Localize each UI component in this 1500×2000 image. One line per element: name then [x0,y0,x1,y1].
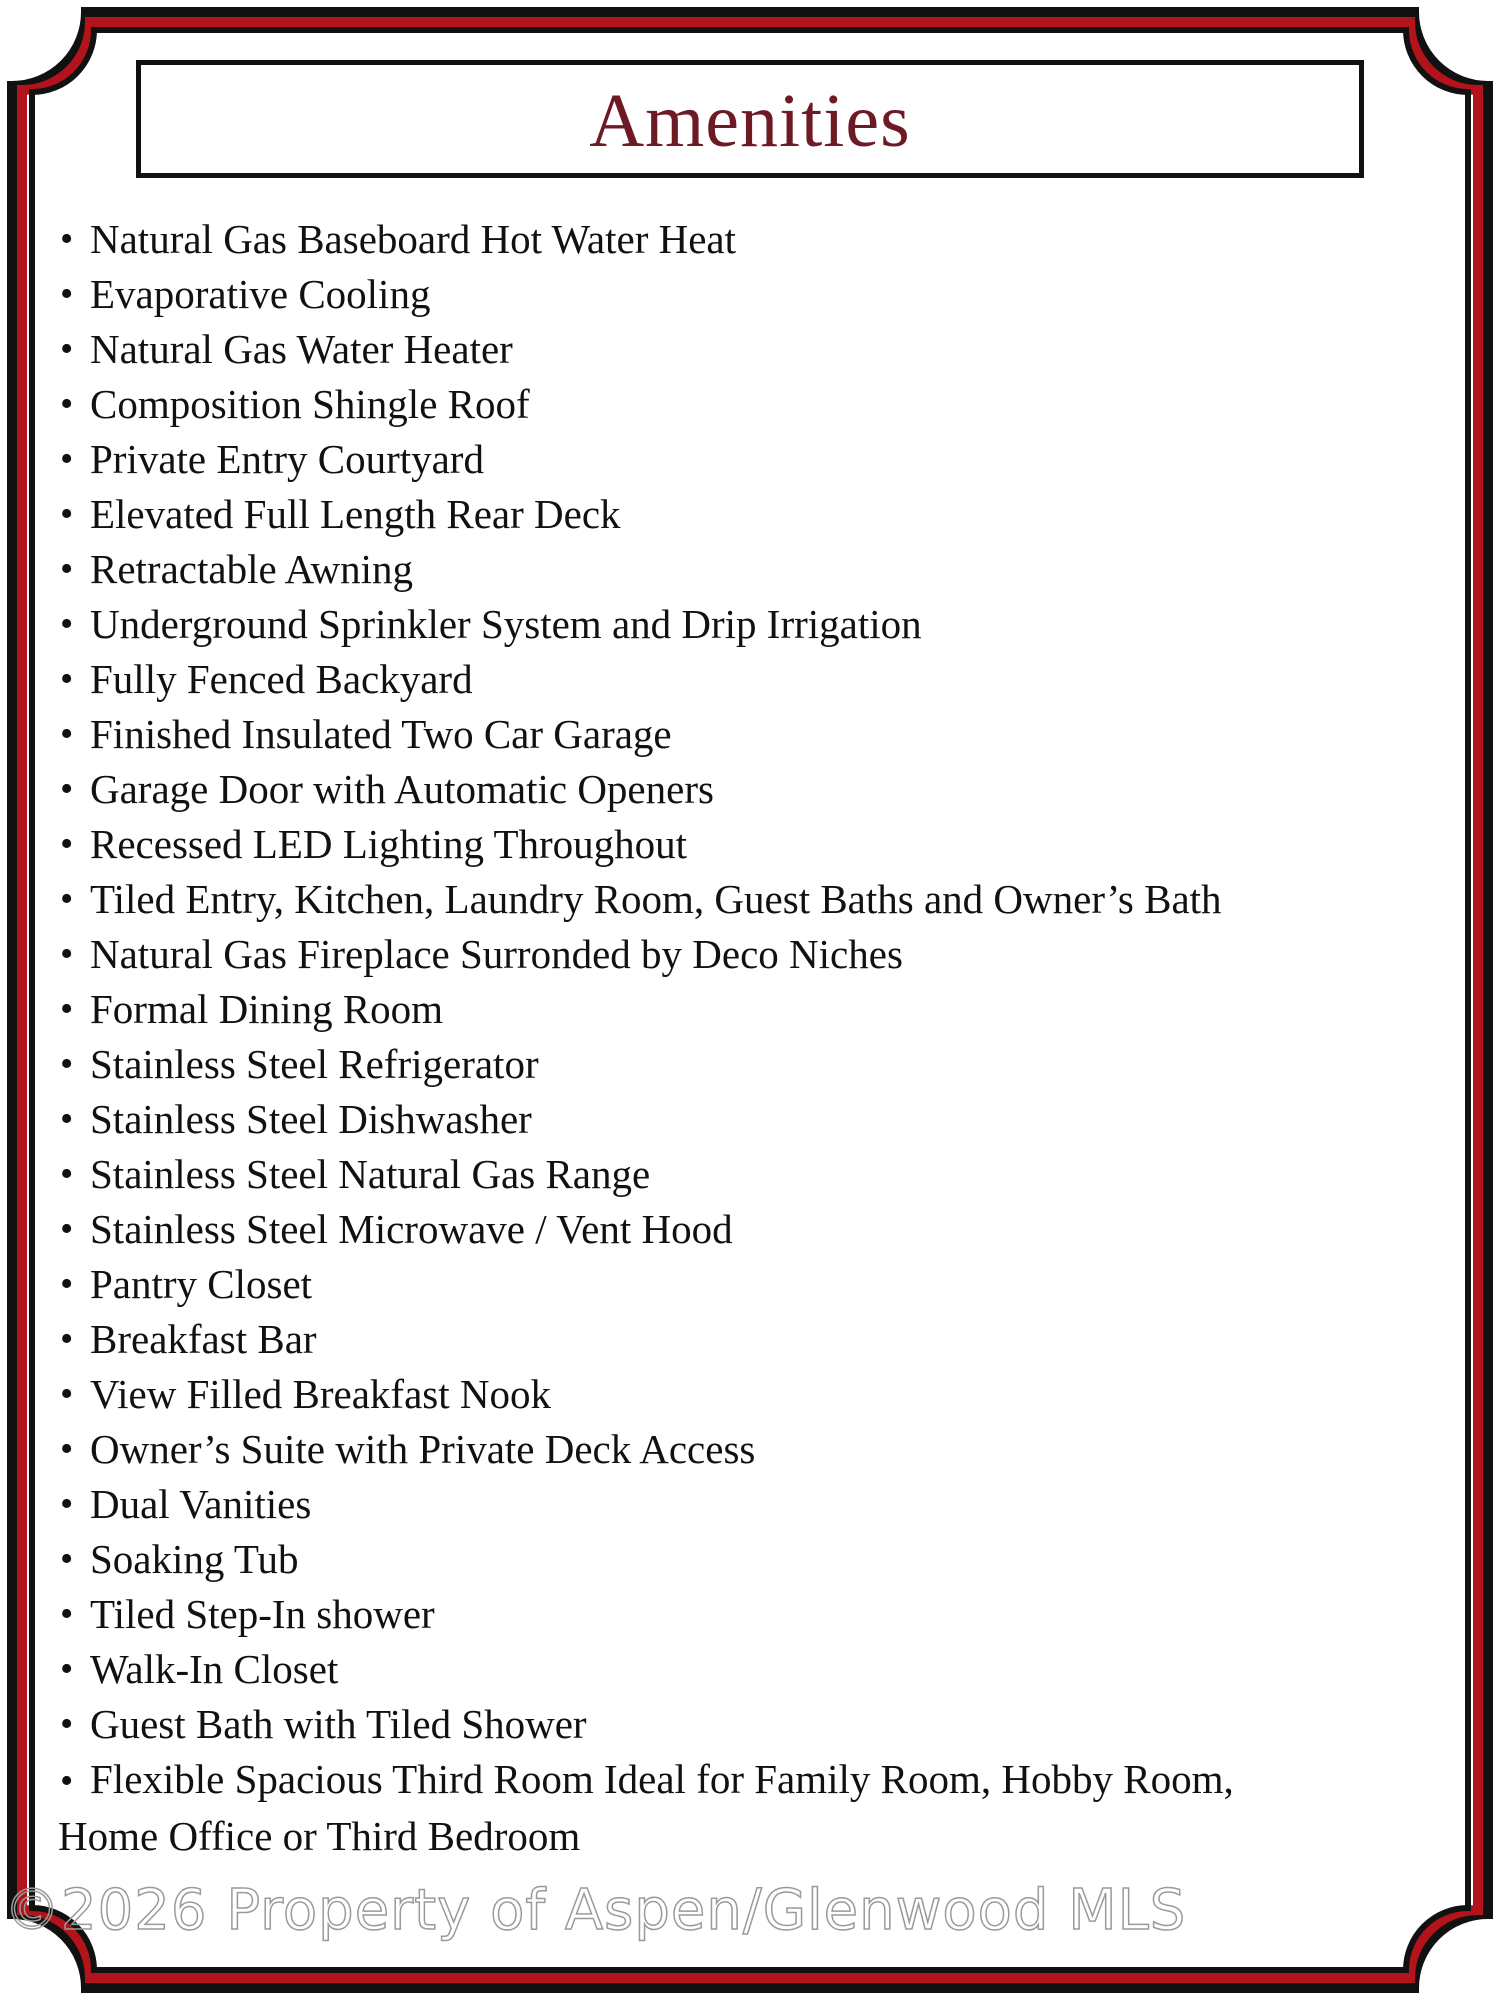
amenity-item [58,1422,1398,1477]
amenity-label: Guest Bath with Tiled Shower [90,1701,587,1747]
amenity-item [58,652,1398,707]
amenity-item [58,1312,1398,1367]
bullet-icon: • [60,1760,74,1802]
amenity-label: Stainless Steel Dishwasher [90,1096,532,1142]
bullet-icon: • [60,878,74,920]
bullet-icon: • [60,273,74,315]
bullet-icon: • [60,1208,74,1250]
amenity-item [58,1037,1398,1092]
amenity-item [58,1147,1398,1202]
amenity-label: Walk-In Closet [90,1646,339,1692]
bullet-icon: • [60,768,74,810]
title-box [136,60,1364,178]
amenity-item [58,762,1398,817]
page-title: Amenities [589,79,911,163]
amenity-label: Natural Gas Water Heater [90,326,513,372]
bullet-icon: • [60,1428,74,1470]
amenity-item [58,927,1398,982]
bullet-icon: • [60,713,74,755]
amenity-label: Natural Gas Baseboard Hot Water Heat [90,216,737,262]
amenity-item [58,597,1398,652]
amenity-label: Formal Dining Room [90,986,444,1032]
bullet-icon: • [60,1593,74,1635]
bullet-icon: • [60,493,74,535]
amenity-label: Finished Insulated Two Car Garage [90,711,672,757]
bullet-icon: • [60,1483,74,1525]
amenity-item [58,267,1398,322]
amenity-item [58,1697,1398,1752]
amenity-label: Dual Vanities [90,1481,312,1527]
amenity-item [58,817,1398,872]
amenity-item [58,432,1398,487]
amenity-label: Underground Sprinkler System and Drip Irrigation [90,601,922,647]
amenity-item [58,1257,1398,1312]
bullet-icon: • [60,1373,74,1415]
amenity-label: Evaporative Cooling [90,271,431,317]
amenity-label: Retractable Awning [90,546,413,592]
amenity-item [58,982,1398,1037]
amenity-label: Soaking Tub [90,1536,299,1582]
bullet-icon: • [60,1153,74,1195]
amenity-item [58,1532,1398,1587]
watermark-text: ©2026 Property of Aspen/Glenwood MLS [4,1878,1187,1943]
amenity-line [58,1752,1398,1809]
amenity-label: Natural Gas Fireplace Surronded by Deco Niches [90,931,903,977]
amenity-label: Owner’s Suite with Private Deck Access [90,1426,756,1472]
amenity-item [58,1642,1398,1697]
bullet-icon: • [60,603,74,645]
amenity-item [58,1202,1398,1257]
amenity-label: Private Entry Courtyard [90,436,484,482]
bullet-icon: • [60,1098,74,1140]
amenity-item [58,487,1398,542]
amenity-label: Composition Shingle Roof [90,381,530,427]
amenity-item [58,377,1398,432]
amenity-item [58,1092,1398,1147]
bullet-icon: • [60,328,74,370]
amenity-label: Tiled Step-In shower [90,1591,435,1637]
amenity-label: Fully Fenced Backyard [90,656,473,702]
amenity-item [58,1477,1398,1532]
amenity-item [58,212,1398,267]
bullet-icon: • [60,658,74,700]
bullet-icon: • [60,988,74,1030]
amenity-label: Garage Door with Automatic Openers [90,766,714,812]
amenity-item [58,1367,1398,1422]
bullet-icon: • [60,1263,74,1305]
bullet-icon: • [60,438,74,480]
bullet-icon: • [60,1648,74,1690]
amenity-label: Recessed LED Lighting Throughout [90,821,688,867]
amenity-item [58,872,1398,927]
amenity-label: Breakfast Bar [90,1316,317,1362]
amenity-label: Stainless Steel Natural Gas Range [90,1151,651,1197]
amenities-list [58,212,1398,1864]
bullet-icon: • [60,1538,74,1580]
amenity-item [58,542,1398,597]
bullet-icon: • [60,218,74,260]
amenity-label: View Filled Breakfast Nook [90,1371,551,1417]
amenity-label: Stainless Steel Microwave / Vent Hood [90,1206,733,1252]
bullet-icon: • [60,548,74,590]
bullet-icon: • [60,383,74,425]
bullet-icon: • [60,1318,74,1360]
amenity-label: Stainless Steel Refrigerator [90,1041,539,1087]
amenity-label: Tiled Entry, Kitchen, Laundry Room, Guest Baths and Owner’s Bath [90,876,1222,922]
amenity-line-continued: Home Office or Third Bedroom [58,1813,581,1859]
amenity-label: Elevated Full Length Rear Deck [90,491,621,537]
amenity-label: Flexible Spacious Third Room Ideal for Family Room, Hobby Room, [90,1756,1234,1802]
amenity-item-wrapped [58,1752,1398,1864]
bullet-icon: • [60,823,74,865]
bullet-icon: • [60,1043,74,1085]
amenity-item [58,707,1398,762]
bullet-icon: • [60,1703,74,1745]
amenity-item [58,322,1398,377]
bullet-icon: • [60,933,74,975]
amenity-label: Pantry Closet [90,1261,313,1307]
amenity-item [58,1587,1398,1642]
